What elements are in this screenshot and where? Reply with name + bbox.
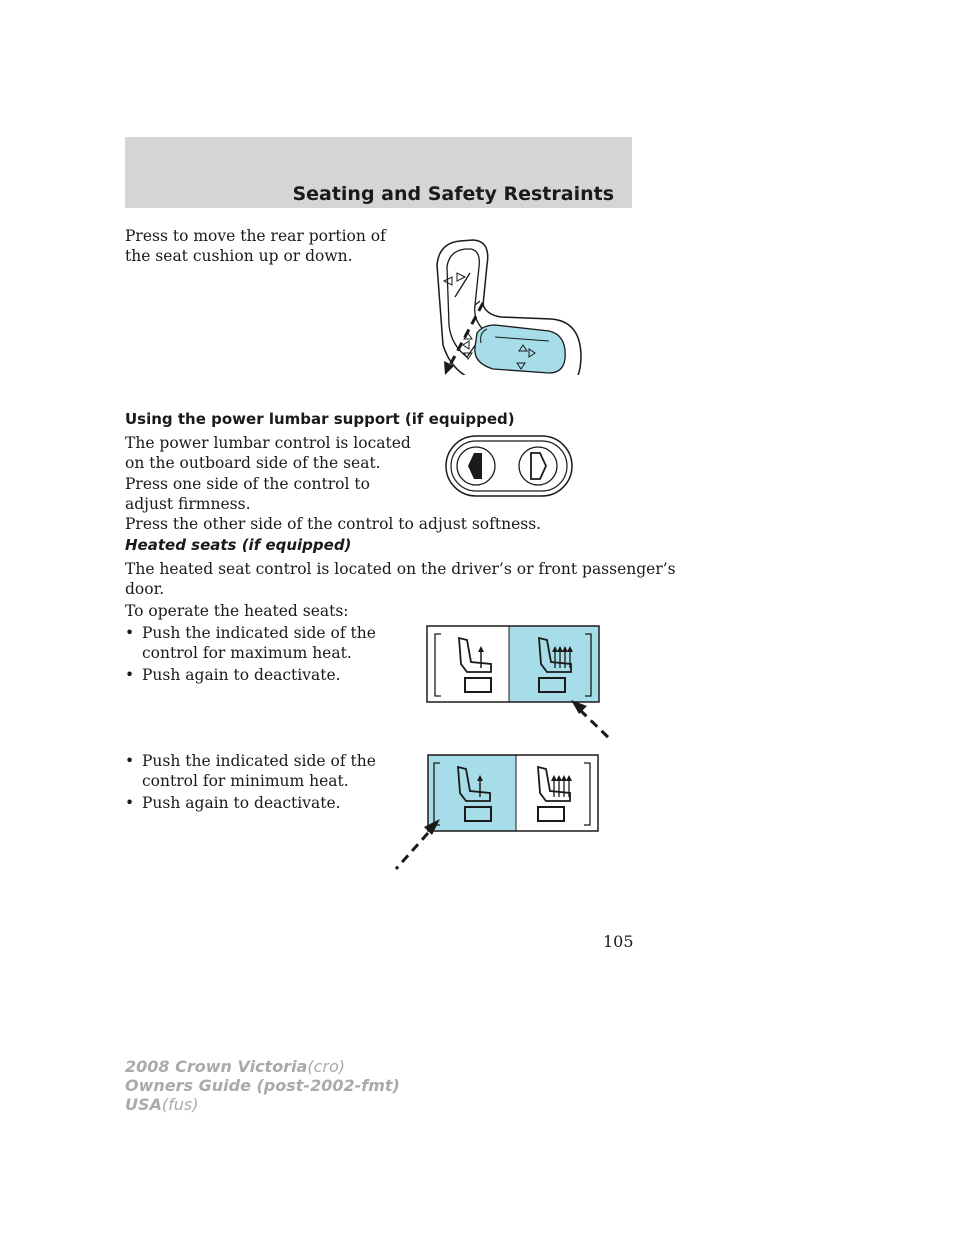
lumbar-heading: Using the power lumbar support (if equipped) — [125, 410, 515, 428]
footer-model: 2008 Crown Victoria — [125, 1057, 308, 1076]
rear-cushion-line-1: Press to move the rear portion of — [125, 227, 386, 245]
lumbar-p3: Press the other side of the control to adjust softness. — [125, 515, 542, 533]
page-number: 105 — [603, 932, 634, 951]
footer-market-code: (fus) — [161, 1095, 199, 1114]
heated-seat-min-illustration — [392, 753, 604, 873]
heated-p1-line-1: The heated seat control is located on the driver’s or front passenger’s — [125, 560, 676, 578]
seat-heat-low-icon — [459, 638, 491, 692]
lumbar-p1-line-2: on the outboard side of the seat. — [125, 454, 381, 472]
heated-seats-heading: Heated seats (if equipped) — [125, 536, 352, 554]
rear-cushion-line-2: the seat cushion up or down. — [125, 247, 353, 265]
seat-heat-high-icon — [538, 767, 572, 821]
lumbar-p2-line-1: Press one side of the control to — [125, 475, 370, 493]
lumbar-p1-line-1: The power lumbar control is located — [125, 434, 411, 452]
footer-guide: Owners Guide (post-2002-fmt) — [125, 1076, 400, 1095]
heated-p1-line-2: door. — [125, 580, 165, 598]
document-footer — [125, 1057, 400, 1114]
heated-seat-max-illustration — [425, 624, 615, 746]
seat-cushion-control-illustration — [425, 235, 595, 375]
footer-market: USA — [125, 1095, 162, 1114]
lumbar-p2-line-2: adjust firmness. — [125, 495, 251, 513]
section-header-band — [125, 137, 632, 208]
lumbar-control-illustration — [444, 434, 574, 498]
section-title: Seating and Safety Restraints — [292, 183, 614, 205]
heated-p2: To operate the heated seats: — [125, 602, 349, 620]
footer-model-code: (cro) — [307, 1057, 346, 1076]
